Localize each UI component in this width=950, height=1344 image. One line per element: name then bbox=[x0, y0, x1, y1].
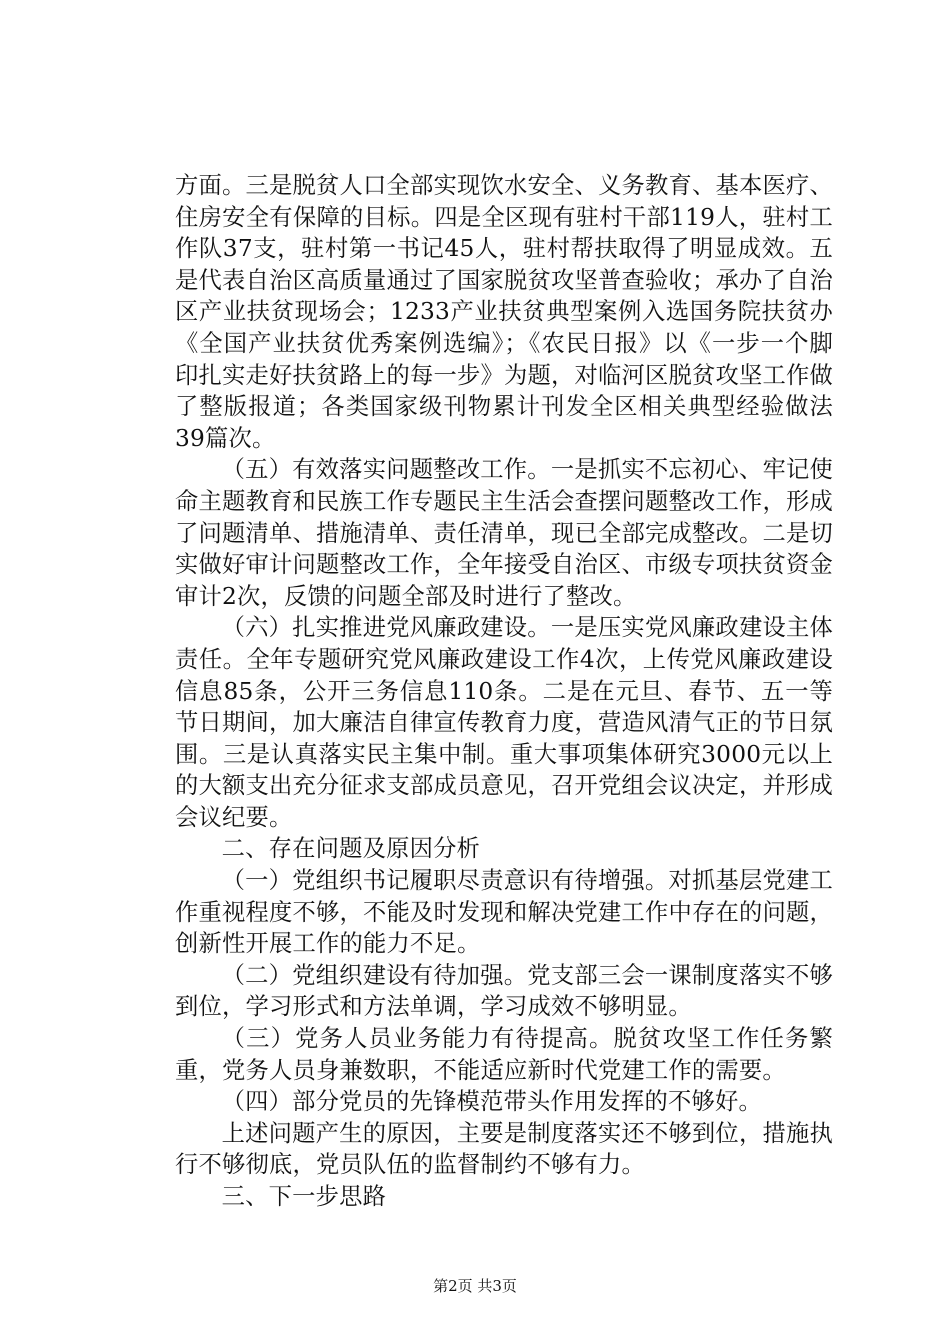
paragraph-6: （二）党组织建设有待加强。党支部三会一课制度落实不够到位，学习形式和方法单调，学习成效不够明显。 bbox=[175, 961, 833, 1021]
paragraph-5: （一）党组织书记履职尽责意识有待增强。对抓基层党建工作重视程度不够，不能及时发现和解决党建工作中存在的问题，创新性开展工作的能力不足。 bbox=[175, 867, 833, 958]
paragraph-1: 方面。三是脱贫人口全部实现饮水安全、义务教育、基本医疗、住房安全有保障的目标。四是全区现有驻村干部119人，驻村工作队37支，驻村第一书记45人，驻村帮扶取得了明显成效。五是代表自治区高质量通过了国家脱贫攻坚普查验收；承办了自治区产业扶贫现场会；1233产业扶贫典型案例入选国务院扶贫办《全国产业扶贫优秀案例选编》；《农民日报》以《一步一个脚印扎实走好扶贫路上的每一步》为题，对临河区脱贫攻坚工作做了整版报道；各类国家级刊物累计刊发全区相关典型经验做法39篇次。 bbox=[175, 172, 833, 452]
page-footer bbox=[0, 1276, 950, 1296]
paragraph-9: 上述问题产生的原因，主要是制度落实还不够到位，措施执行不够彻底，党员队伍的监督制约不够有力。 bbox=[175, 1119, 833, 1179]
document-body bbox=[175, 170, 833, 1213]
paragraph-3: （六）扎实推进党风廉政建设。一是压实党风廉政建设主体责任。全年专题研究党风廉政建设工作4次，上传党风廉政建设信息85条，公开三务信息110条。二是在元旦、春节、五一等节日期间，加大廉洁自律宣传教育力度，营造风清气正的节日氛围。三是认真落实民主集中制。重大事项集体研究3000元以上的大额支出充分征求支部成员意见，召开党组会议决定，并形成会议纪要。 bbox=[175, 614, 833, 831]
paragraph-8: （四）部分党员的先锋模范带头作用发挥的不够好。 bbox=[221, 1088, 763, 1116]
page-number: 第2页 共3页 bbox=[433, 1277, 517, 1295]
section-heading-2: 二、存在问题及原因分析 bbox=[221, 835, 481, 863]
section-heading-3: 三、下一步思路 bbox=[221, 1183, 387, 1210]
paragraph-2: （五）有效落实问题整改工作。一是抓实不忘初心、牢记使命主题教育和民族工作专题民主生活会查摆问题整改工作，形成了问题清单、措施清单、责任清单，现已全部完成整改。二是切实做好审计问题整改工作，全年接受自治区、市级专项扶贫资金审计2次，反馈的问题全部及时进行了整改。 bbox=[175, 456, 833, 610]
paragraph-7: （三）党务人员业务能力有待提高。脱贫攻坚工作任务繁重，党务人员身兼数职，不能适应新时代党建工作的需要。 bbox=[175, 1025, 833, 1084]
